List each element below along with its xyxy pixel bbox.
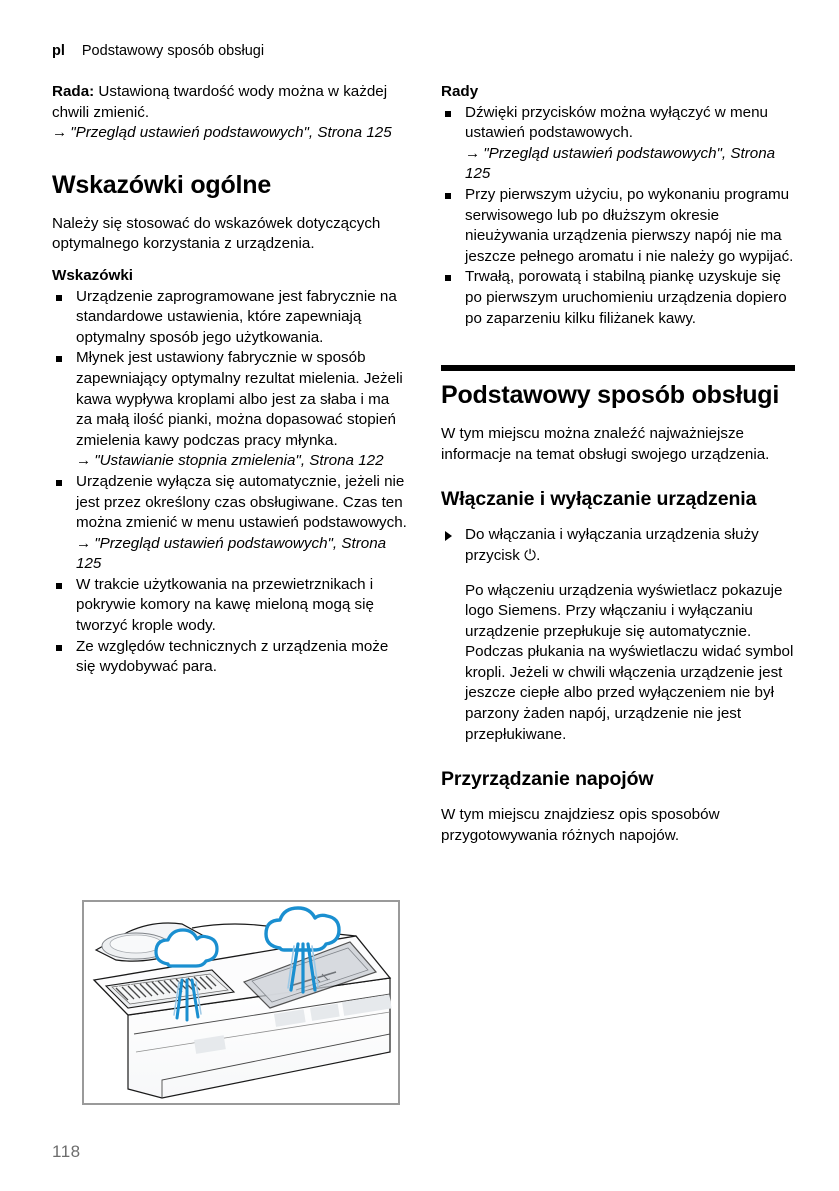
page-number: 118 <box>52 1142 81 1161</box>
tip-cross-reference-text: "Przegląd ustawień podstawowych", Strona 125 <box>70 124 392 142</box>
note-text: W trakcie użytkowania na przewietrznikach i pokrywie komory na kawę mieloną mogą się tworzyć krople wody. <box>76 575 374 635</box>
power-steps-list <box>441 525 796 745</box>
right-column <box>441 82 796 846</box>
list-item <box>52 287 407 349</box>
coffee-machine-steam-illustration <box>82 900 400 1105</box>
list-item <box>441 525 796 745</box>
running-header <box>52 42 264 60</box>
left-column <box>52 82 407 678</box>
notes-list <box>52 287 407 678</box>
section-title-general-notes: Wskazówki ogólne <box>52 170 272 199</box>
tips-list <box>441 103 796 330</box>
arrow-icon: → <box>465 144 481 162</box>
tip-text: Dźwięki przycisków można wyłączyć w menu ustawień podstawowych. <box>465 103 768 142</box>
general-notes-intro: Należy się stosować do wskazówek dotyczących optymalnego korzystania z urządzenia. <box>52 214 381 253</box>
tip-label: Rada: <box>52 83 95 100</box>
language-code: pl <box>52 43 65 59</box>
tip-cross-reference <box>52 123 407 144</box>
list-item <box>441 267 796 329</box>
list-item <box>52 472 407 575</box>
list-item <box>441 185 796 267</box>
power-step-detail: Po włączeniu urządzenia wyświetlacz pokazuje logo Siemens. Przy włączaniu i wyłączaniu urządzenie przepłukuje się automatycznie. Podczas płukania na wyświetlaczu widać symbol kropli. Jeżeli w chwili włączenia urządzenie jest jeszcze ciepłe albo przed wyłączeniem nie był parzony żaden napój, urządzenie nie jest przepłukiwane. <box>465 581 794 743</box>
chapter-name: Podstawowy sposób obsługi <box>81 43 265 59</box>
list-item <box>52 575 407 637</box>
chapter-rule <box>441 365 795 371</box>
tip-paragraph <box>52 82 407 123</box>
beverage-prep-body: W tym miejscu znajdziesz opis sposobów przygotowywania różnych napojów. <box>441 806 720 844</box>
section-title-beverage-prep: Przyrządzanie napojów <box>441 768 654 791</box>
note-text: Młynek jest ustawiony fabrycznie w sposób zapewniający optymalny rezultat mielenia. Jeżeli kawa wypływa kroplami albo jest za słaba i ma za małą ilość pianki, można dopasować stopień zmielenia kawy podczas pracy młynka. <box>76 349 403 449</box>
tips-heading: Rady <box>441 83 479 100</box>
notes-heading: Wskazówki <box>52 266 134 284</box>
note-text: Ze względów technicznych z urządzenia może się wydobywać para. <box>76 637 389 676</box>
tip-cross-reference <box>465 144 796 185</box>
tip-text: Przy pierwszym użyciu, po wykonaniu programu serwisowego lub po dłuższym okresie nieużywania urządzenia pierwszy napój nie ma jeszcze pełnego aromatu i nie należy go wypijać. <box>465 185 794 265</box>
list-item <box>52 637 407 678</box>
power-step-text: Do włączania i wyłączania urządzenia służy przycisk ⏻. <box>465 526 759 564</box>
chapter-intro: W tym miejscu można znaleźć najważniejsze informacje na temat obsługi swojego urządzenia. <box>441 425 770 463</box>
list-item <box>52 348 407 472</box>
arrow-icon: → <box>76 534 92 552</box>
note-cross-reference <box>76 451 407 472</box>
arrow-icon: → <box>52 124 68 142</box>
note-text: Urządzenie zaprogramowane jest fabrycznie na standardowe ustawienia, które zapewniają optymalny sposób jego użytkowania. <box>76 287 397 346</box>
note-cross-reference-text: "Przegląd ustawień podstawowych", Strona 125 <box>76 534 387 573</box>
section-title-power-on-off: Włączanie i wyłączanie urządzenia <box>441 488 757 511</box>
chapter-title: Podstawowy sposób obsługi <box>441 381 780 410</box>
list-item <box>441 103 796 185</box>
note-cross-reference <box>76 534 407 575</box>
tip-cross-reference-text: "Przegląd ustawień podstawowych", Strona 125 <box>465 144 776 183</box>
note-text: Urządzenie wyłącza się automatycznie, jeżeli nie jest przez określony czas obsługiwane. Czas ten można zmienić w menu ustawień podstawowych. <box>76 472 407 532</box>
tip-text: Trwałą, porowatą i stabilną piankę uzyskuje się po pierwszym uruchomieniu urządzenia dopiero po zaparzeniu kilku filiżanek kawy. <box>465 268 787 327</box>
arrow-icon: → <box>76 452 92 470</box>
tip-text: Ustawioną twardość wody można w każdej chwili zmienić. <box>52 83 388 121</box>
note-cross-reference-text: "Ustawianie stopnia zmielenia", Strona 122 <box>94 452 384 470</box>
